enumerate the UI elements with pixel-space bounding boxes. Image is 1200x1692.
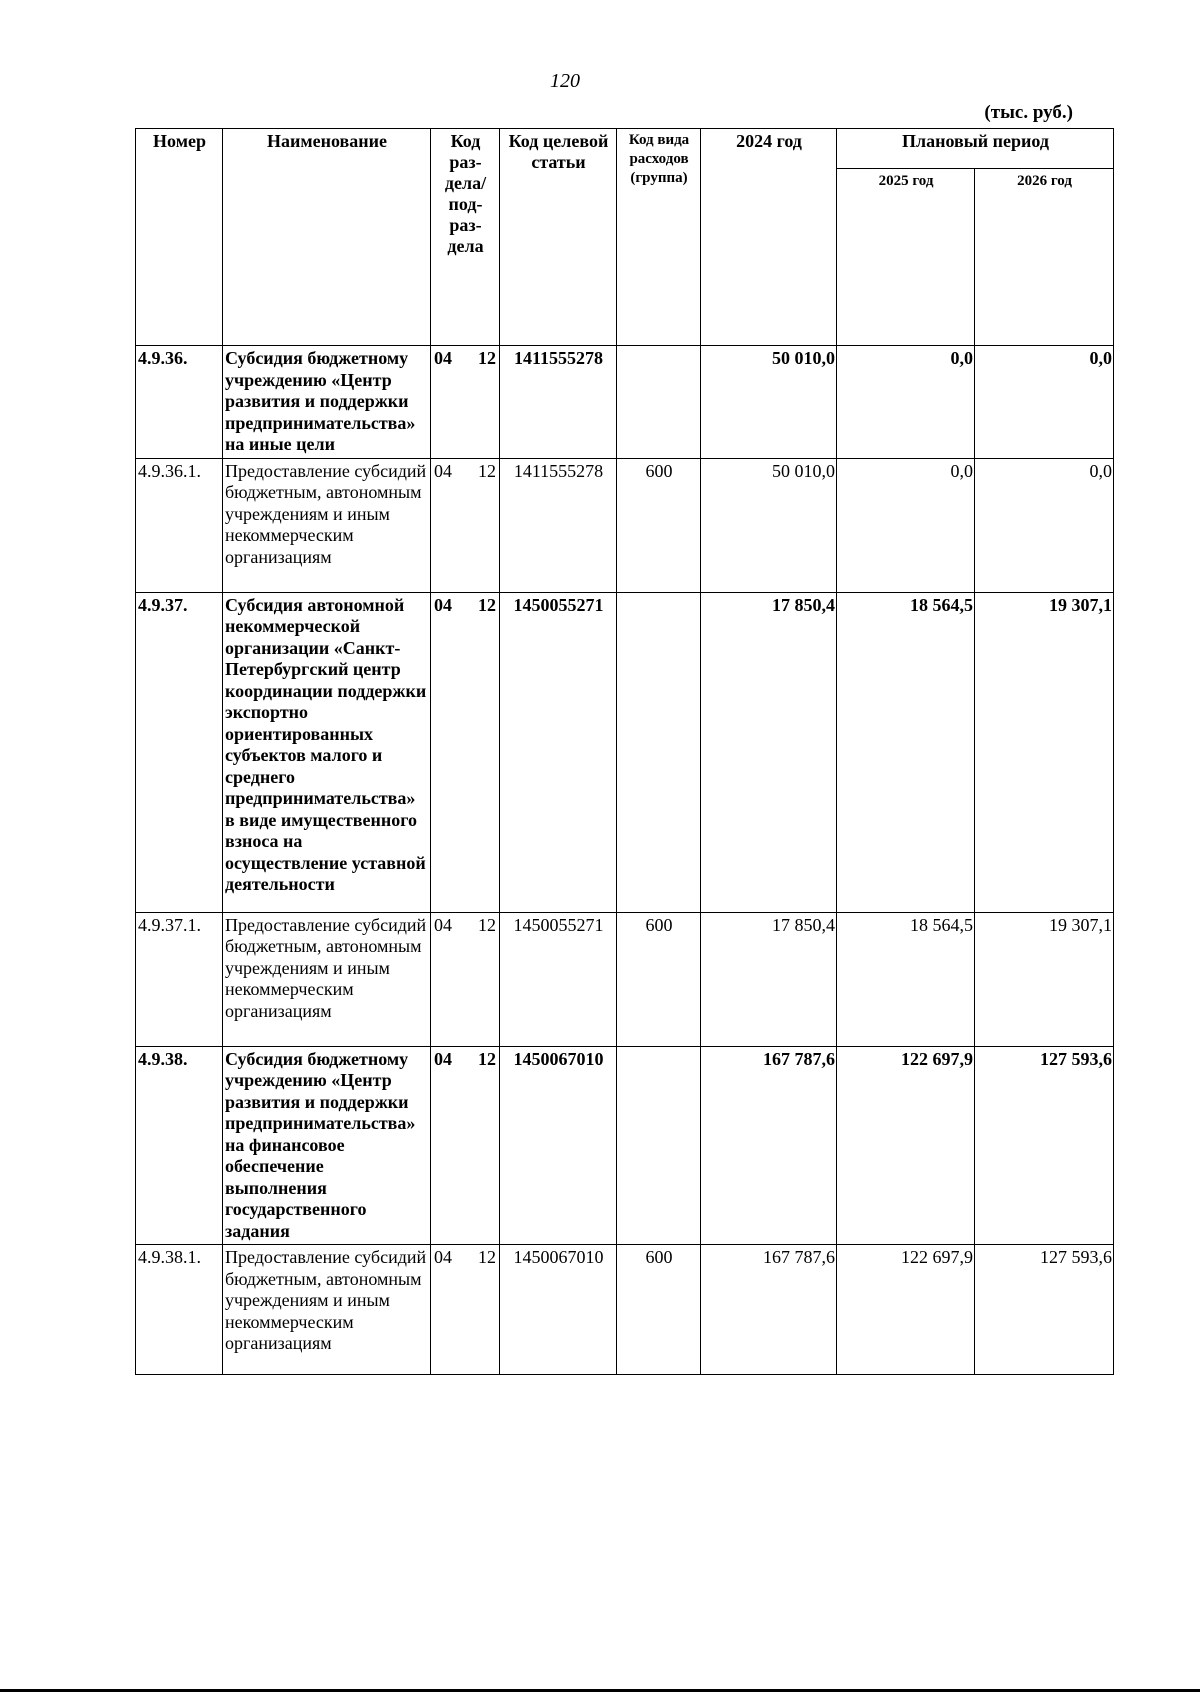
cell-target: 1411555278 (500, 458, 617, 592)
table-row (136, 912, 1114, 1046)
header-razdel: Код раз-дела/ под-раз-дела (431, 129, 500, 346)
cell-rz: 04 (434, 1247, 452, 1267)
table-row (136, 346, 1114, 459)
cell-2026: 127 593,6 (975, 1245, 1114, 1375)
cell-rz: 04 (434, 1048, 452, 1069)
cell-vid (617, 592, 701, 912)
cell-number: 4.9.37.1. (136, 912, 223, 1046)
cell-pr: 12 (478, 460, 496, 481)
cell-vid (617, 1046, 701, 1245)
cell-2025: 0,0 (837, 458, 975, 592)
cell-2025: 18 564,5 (837, 592, 975, 912)
units-label: (тыс. руб.) (984, 102, 1073, 123)
header-2025: 2025 год (837, 169, 975, 346)
cell-pr: 12 (478, 1247, 496, 1267)
cell-2025: 122 697,9 (837, 1046, 975, 1245)
cell-vid: 600 (617, 912, 701, 1046)
cell-2026: 0,0 (975, 458, 1114, 592)
header-nomer: Номер (136, 129, 223, 346)
budget-table (135, 128, 1114, 1375)
table-row (136, 458, 1114, 592)
cell-2024: 50 010,0 (701, 346, 837, 459)
cell-target: 1450055271 (500, 912, 617, 1046)
cell-razdel (431, 912, 500, 1046)
cell-2024: 17 850,4 (701, 912, 837, 1046)
cell-razdel (431, 1046, 500, 1245)
cell-target: 1450067010 (500, 1046, 617, 1245)
header-vid: Код вида расходов (группа) (617, 129, 701, 346)
cell-number: 4.9.38.1. (136, 1245, 223, 1375)
cell-target: 1450067010 (500, 1245, 617, 1375)
cell-rz: 04 (434, 594, 452, 615)
cell-2024: 17 850,4 (701, 592, 837, 912)
cell-number: 4.9.38. (136, 1046, 223, 1245)
table-row (136, 592, 1114, 912)
cell-razdel (431, 458, 500, 592)
cell-rz: 04 (434, 460, 452, 481)
header-plan-period: Плановый период (837, 129, 1114, 169)
cell-name: Предоставление субсидий бюджетным, автономным учреждениям и иным некоммерческим организациям (223, 458, 431, 592)
cell-vid: 600 (617, 458, 701, 592)
cell-pr: 12 (478, 348, 496, 368)
table-row (136, 1046, 1114, 1245)
cell-2026: 19 307,1 (975, 912, 1114, 1046)
cell-number: 4.9.36.1. (136, 458, 223, 592)
header-2024: 2024 год (701, 129, 837, 346)
cell-2025: 0,0 (837, 346, 975, 459)
cell-2025: 18 564,5 (837, 912, 975, 1046)
header-row-1 (136, 129, 1114, 169)
table-row (136, 1245, 1114, 1375)
cell-2026: 0,0 (975, 346, 1114, 459)
cell-rz: 04 (434, 348, 452, 368)
cell-number: 4.9.37. (136, 592, 223, 912)
cell-vid: 600 (617, 1245, 701, 1375)
header-name: Наименование (223, 129, 431, 346)
cell-2026: 19 307,1 (975, 592, 1114, 912)
cell-rz: 04 (434, 914, 452, 935)
cell-pr: 12 (478, 1048, 496, 1069)
header-2026: 2026 год (975, 169, 1114, 346)
cell-name: Субсидия бюджетному учреждению «Центр развития и поддержки предпринимательства» на финансовое обеспечение выполнения государственного задания (223, 1046, 431, 1245)
cell-pr: 12 (478, 914, 496, 935)
cell-name: Предоставление субсидий бюджетным, автономным учреждениям и иным некоммерческим организациям (223, 1245, 431, 1375)
cell-2024: 167 787,6 (701, 1046, 837, 1245)
cell-name: Субсидия автономной некоммерческой организации «Санкт-Петербургский центр координации поддержки экспортно ориентированных субъектов малого и среднего предпринимательства» в виде имущественного взноса на осуществление уставной деятельности (223, 592, 431, 912)
cell-name: Субсидия бюджетному учреждению «Центр развития и поддержки предпринимательства» на иные цели (223, 346, 431, 459)
cell-vid (617, 346, 701, 459)
cell-2026: 127 593,6 (975, 1046, 1114, 1245)
header-target: Код целевой статьи (500, 129, 617, 346)
cell-target: 1450055271 (500, 592, 617, 912)
cell-target: 1411555278 (500, 346, 617, 459)
cell-2024: 167 787,6 (701, 1245, 837, 1375)
cell-razdel (431, 346, 500, 459)
cell-pr: 12 (478, 594, 496, 615)
table-body (136, 346, 1114, 1375)
cell-2024: 50 010,0 (701, 458, 837, 592)
page-number: 120 (550, 70, 580, 92)
cell-2025: 122 697,9 (837, 1245, 975, 1375)
cell-number: 4.9.36. (136, 346, 223, 459)
cell-razdel (431, 592, 500, 912)
cell-razdel (431, 1245, 500, 1375)
cell-name: Предоставление субсидий бюджетным, автономным учреждениям и иным некоммерческим организациям (223, 912, 431, 1046)
